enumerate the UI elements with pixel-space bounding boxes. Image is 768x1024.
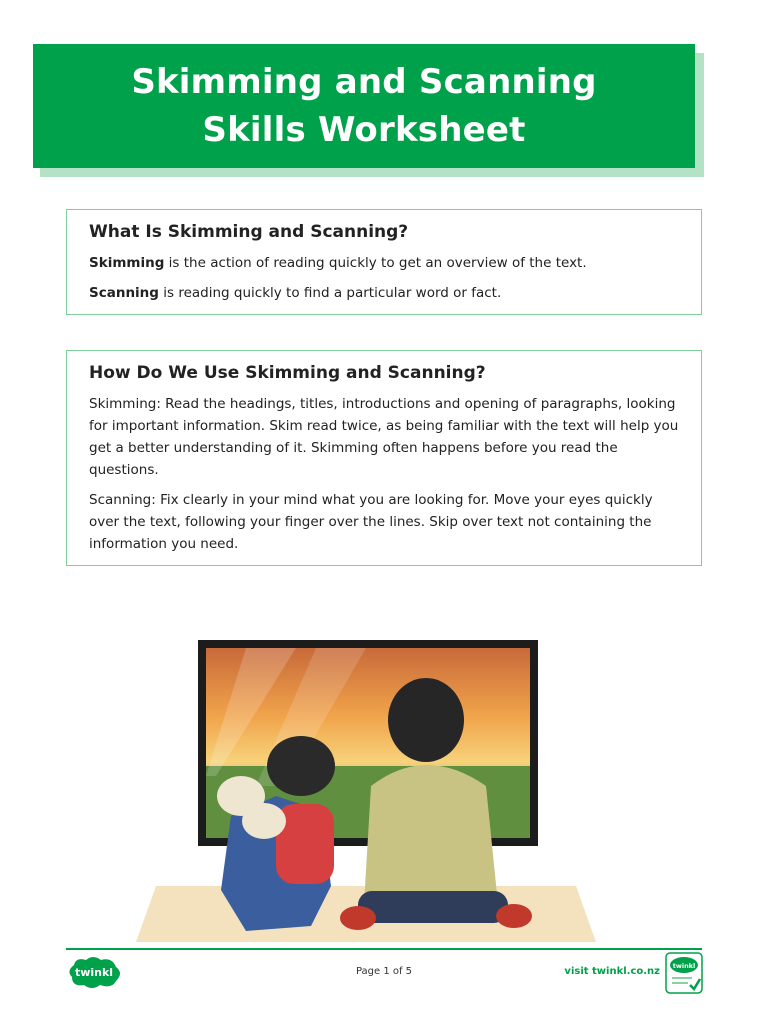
badge-text: twinkl bbox=[672, 962, 696, 970]
quality-standard-badge bbox=[665, 952, 703, 994]
visit-link-text: visit twinkl.co.nz bbox=[564, 966, 660, 977]
logo-text: twinkl bbox=[74, 966, 114, 979]
skimming-term: Skimming bbox=[89, 255, 165, 271]
scanning-text: is reading quickly to find a particular word or fact. bbox=[158, 285, 502, 301]
usage-box bbox=[66, 350, 702, 566]
title-line-1: Skimming and Scanning bbox=[131, 62, 597, 102]
definition-box bbox=[66, 209, 702, 315]
children-watching-tv-illustration bbox=[136, 636, 596, 942]
skimming-definition bbox=[89, 252, 679, 274]
title-banner bbox=[33, 44, 695, 168]
scanning-definition bbox=[89, 282, 679, 304]
definition-heading: What Is Skimming and Scanning? bbox=[89, 222, 409, 242]
scanning-usage: Scanning: Fix clearly in your mind what you are looking for. Move your eyes quickly over the text, following your finger over the lines. Skip over text not containing the information you need. bbox=[89, 492, 653, 552]
usage-heading: How Do We Use Skimming and Scanning? bbox=[89, 363, 486, 383]
title-line-2: Skills Worksheet bbox=[202, 110, 526, 150]
footer-divider bbox=[66, 948, 702, 950]
skimming-text: is the action of reading quickly to get an overview of the text. bbox=[164, 255, 587, 271]
skimming-usage: Skimming: Read the headings, titles, introductions and opening of paragraphs, looking for important information. Skim read twice, as being familiar with the text will help you get a better understanding of it. Skimming often happens before you read the questions. bbox=[89, 396, 679, 478]
scanning-term: Scanning bbox=[89, 285, 159, 301]
page-number: Page 1 of 5 bbox=[355, 966, 413, 977]
